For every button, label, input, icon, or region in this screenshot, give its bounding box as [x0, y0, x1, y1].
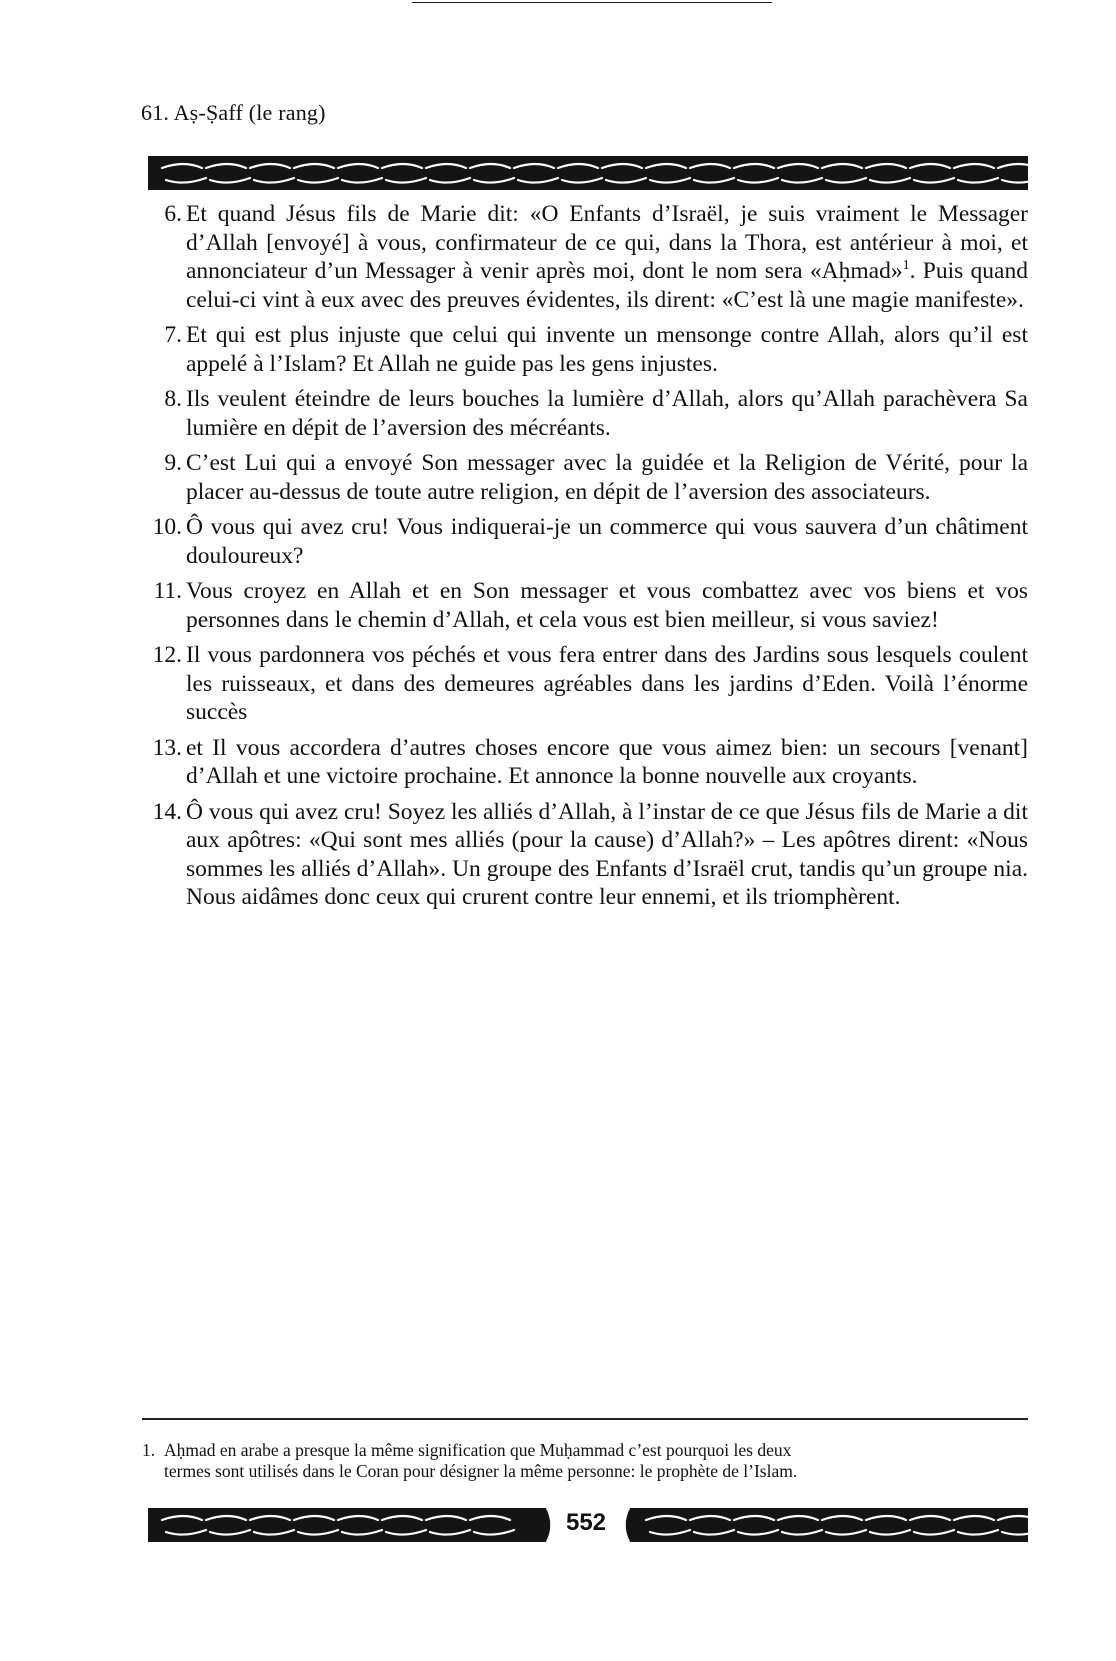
verse-text: Ô vous qui avez cru! Vous indiquerai-je un commerce qui vous sauvera d’un châtiment douloureux? — [186, 514, 1028, 569]
verse-text: Et qui est plus injuste que celui qui invente un mensonge contre Allah, alors qu’il est appelé à l’Islam? Et Allah ne guide pas les gens injustes. — [186, 322, 1028, 377]
chapter-title: 61. Aṣ-Ṣaff (le rang) — [141, 100, 326, 125]
footnote — [142, 1440, 1028, 1482]
verse-number: 6. — [164, 201, 182, 227]
verse-text: Vous croyez en Allah et en Son messager et vous combattez avec vos biens et vos personnes dans le chemin d’Allah, et cela vous est bien meilleur, si vous saviez! — [186, 578, 1028, 633]
verse-6 — [142, 200, 1028, 314]
verse-text: Ô vous qui avez cru! Soyez les alliés d’Allah, à l’instar de ce que Jésus fils de Marie a dit aux apôtres: «Qui sont mes alliés (pour la cause) d’Allah?» – Les apôtres dirent: «Nous sommes les alliés d’Allah». Un groupe des Enfants d’Israël crut, tandis qu’un groupe nia. Nous aidâmes donc ceux qui crurent contre leur ennemi, et ils triomphèrent. — [186, 798, 1028, 910]
verse-number: 8. — [164, 386, 182, 412]
verse-text: Il vous pardonnera vos péchés et vous fera entrer dans des Jardins sous lesquels coulent les ruisseaux, et dans des demeures agréables dans les jardins d’Eden. Voilà l’énorme succès — [186, 642, 1028, 725]
verse-13 — [142, 734, 1028, 791]
verse-number: 14. — [152, 798, 182, 825]
footnote-number: 1. — [142, 1440, 156, 1460]
verse-number: 12. — [152, 642, 182, 668]
verse-8 — [142, 385, 1028, 442]
verse-text: C’est Lui qui a envoyé Son messager avec la guidée et la Religion de Vérité, pour la placer au-dessus de toute autre religion, en dépit de l’aversion des associateurs. — [186, 450, 1028, 505]
verse-number: 9. — [164, 450, 182, 476]
page-number: 552 — [565, 1509, 607, 1536]
ornament-band-top — [148, 156, 1028, 190]
verse-list — [142, 200, 1028, 919]
verse-11 — [142, 577, 1028, 634]
footnote-line-2: termes sont utilisés dans le Coran pour désigner la même personne: le prophète de l’Islam. — [164, 1461, 798, 1481]
verse-number: 7. — [164, 322, 182, 348]
verse-10 — [142, 513, 1028, 570]
verse-number: 11. — [153, 578, 182, 604]
footnote-line-1: 1. Aḥmad en arabe a presque la même signification que Muḥammad c’est pourquoi les deux — [142, 1440, 792, 1460]
top-rule — [412, 2, 772, 3]
verse-text-cont: . Puis quand celui-ci vint à eux avec des preuves évidentes, ils dirent: «C’est là une magie manifeste». — [186, 258, 1028, 313]
verse-7 — [142, 321, 1028, 378]
verse-number: 13. — [152, 734, 182, 761]
verse-14 — [142, 798, 1028, 912]
verse-number: 10. — [152, 514, 182, 540]
verse-12 — [142, 641, 1028, 727]
verse-9 — [142, 449, 1028, 506]
verse-text: et Il vous accordera d’autres choses encore que vous aimez bien: un secours [venant] d’Allah et une victoire prochaine. Et annonce la bonne nouvelle aux croyants. — [186, 734, 1028, 789]
verse-text: Et quand Jésus fils de Marie dit: «O Enfants d’Israël, je suis vraiment le Messager d’Allah [envoyé] à vous, confirmateur de ce qui, dans la Thora, est antérieur à moi, et annonciateur d’un Messager à venir après moi, dont le nom sera «Aḥmad» — [186, 201, 1028, 284]
footnote-ref[interactable]: 1 — [902, 258, 910, 274]
verse-text: Ils veulent éteindre de leurs bouches la lumière d’Allah, alors qu’Allah parachèvera Sa lumière en dépit de l’aversion des mécréants. — [186, 386, 1028, 441]
footnote-rule — [142, 1418, 1028, 1420]
